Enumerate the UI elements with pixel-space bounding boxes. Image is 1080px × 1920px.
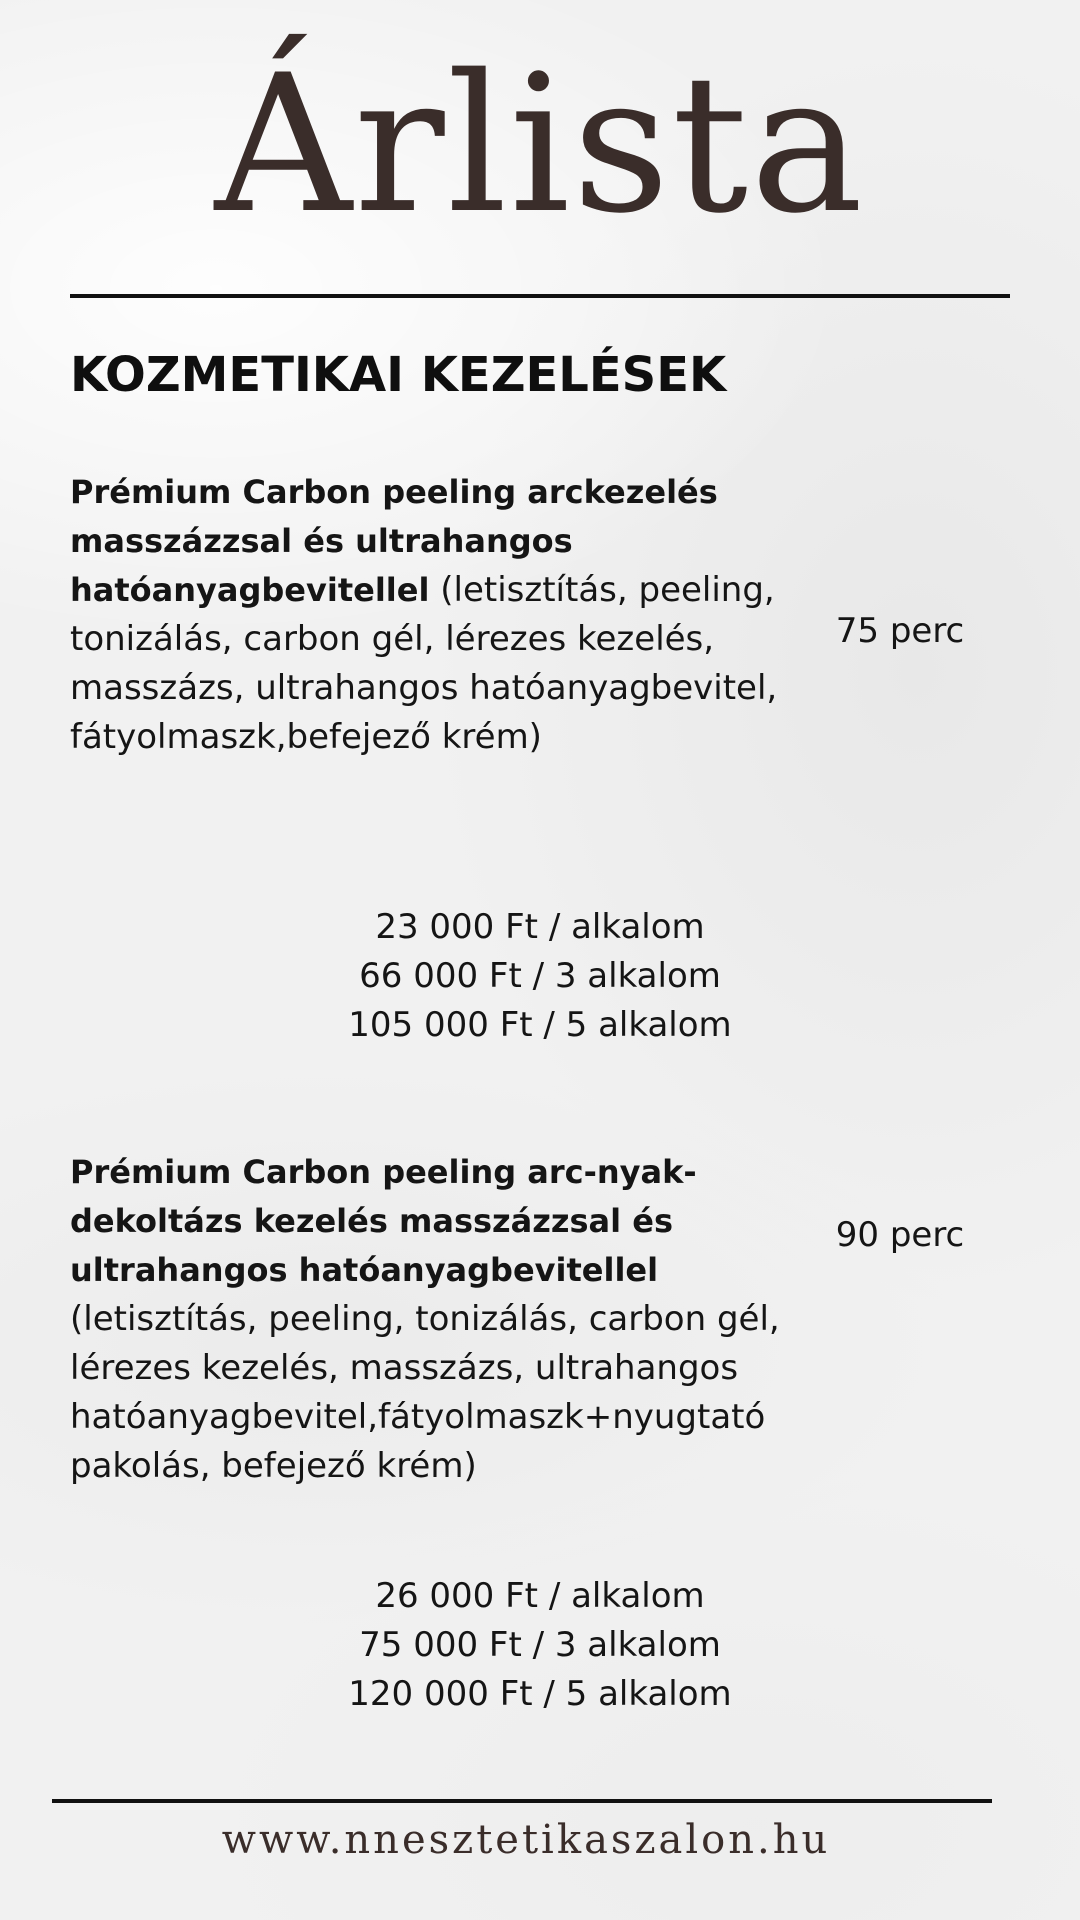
service-name: Prémium Carbon peeling arc-nyak-dekoltázs kezelés masszázzsal és ultrahangos hatóanyagbevitellel bbox=[70, 1153, 697, 1289]
service-item bbox=[70, 468, 790, 762]
service-duration: 90 perc bbox=[835, 1215, 965, 1255]
bottom-divider bbox=[52, 1799, 992, 1803]
website-url: www.nnesztetikaszalon.hu bbox=[221, 1817, 831, 1863]
price-5-sessions: 105 000 Ft / 5 alkalom bbox=[348, 1005, 732, 1045]
service-item bbox=[70, 1148, 790, 1491]
price-3-sessions: 66 000 Ft / 3 alkalom bbox=[359, 956, 721, 996]
page-title: Árlista bbox=[214, 34, 866, 255]
section-heading: KOZMETIKAI KEZELÉSEK bbox=[70, 347, 727, 403]
service-description: (letisztítás, peeling, tonizálás, carbon gél, lérezes kezelés, masszázs, ultrahangos hatóanyagbevitel,fátyolmaszk+nyugtató pakolás, befejező krém) bbox=[70, 1299, 780, 1486]
price-list bbox=[0, 1572, 1080, 1719]
price-5-sessions: 120 000 Ft / 5 alkalom bbox=[348, 1674, 732, 1714]
service-description: (letisztítás, peeling, tonizálás, carbon gél, lérezes kezelés, masszázs, ultrahangos hatóanyagbevitel, fátyolmaszk,befejező krém) bbox=[70, 570, 778, 757]
price-single: 26 000 Ft / alkalom bbox=[375, 1576, 705, 1616]
top-divider bbox=[70, 294, 1010, 298]
price-3-sessions: 75 000 Ft / 3 alkalom bbox=[359, 1625, 721, 1665]
service-name: Prémium Carbon peeling arckezelés masszázzsal és ultrahangos hatóanyagbevitellel bbox=[70, 473, 718, 609]
price-single: 23 000 Ft / alkalom bbox=[375, 907, 705, 947]
price-list bbox=[0, 903, 1080, 1050]
service-duration: 75 perc bbox=[835, 611, 965, 651]
